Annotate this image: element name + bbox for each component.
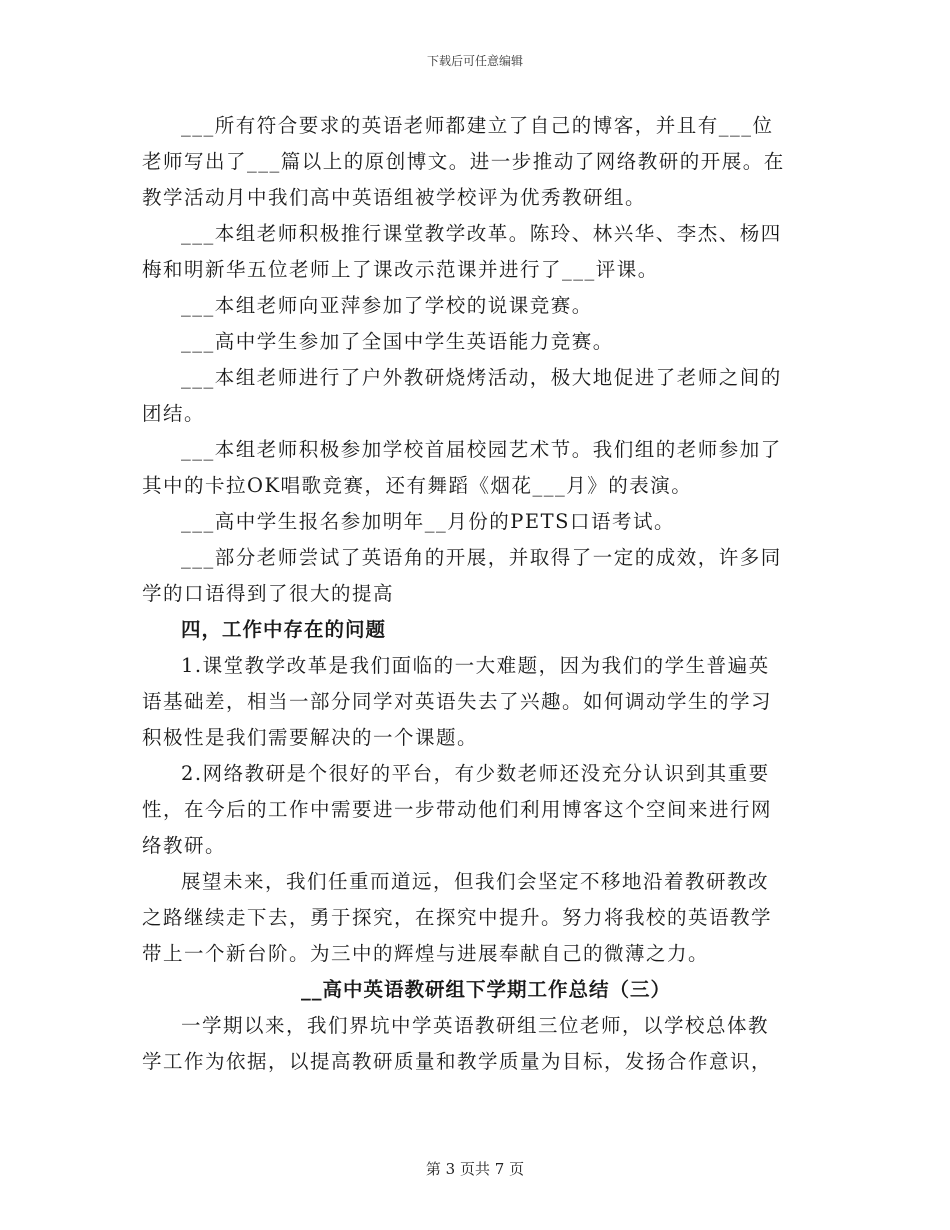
page-header: 下载后可任意编辑	[426, 54, 523, 68]
paragraph-line: 性，在今后的工作中需要进一步带动他们利用博客这个空间来进行网	[142, 798, 773, 821]
paragraph-line: 学工作为依据，以提高教研质量和教学质量为目标，发扬合作意识，	[142, 1050, 773, 1073]
paragraph-line: ___本组老师积极参加学校首届校园艺术节。我们组的老师参加了	[181, 438, 782, 461]
paragraph-line: ___本组老师向亚萍参加了学校的说课竞赛。	[181, 294, 593, 317]
paragraph-line: 一学期以来，我们界坑中学英语教研组三位老师，以学校总体教	[181, 1014, 770, 1037]
paragraph-line: ___部分老师尝试了英语角的开展，并取得了一定的成效，许多同	[181, 546, 782, 569]
paragraph-line: 教学活动月中我们高中英语组被学校评为优秀教研组。	[142, 186, 647, 209]
paragraph-line: 积极性是我们需要解决的一个课题。	[142, 726, 479, 749]
paragraph-line: 之路继续走下去，勇于探究，在探究中提升。努力将我校的英语教学	[142, 906, 773, 929]
paragraph-line: 络教研。	[142, 834, 227, 857]
paragraph-line: 团结。	[142, 402, 206, 425]
paragraph-line: ___所有符合要求的英语老师都建立了自己的博客，并且有___位	[181, 114, 774, 137]
paragraph-line: 展望未来，我们任重而道远，但我们会坚定不移地沿着教研教改	[181, 870, 770, 893]
paragraph-line: 2.网络教研是个很好的平台，有少数老师还没充分认识到其重要	[181, 762, 770, 785]
paragraph-line: 带上一个新台阶。为三中的辉煌与进展奉献自己的微薄之力。	[142, 942, 710, 965]
paragraph-line: ___高中学生报名参加明年__月份的PETS口语考试。	[181, 510, 675, 533]
paragraph-line: ___高中学生参加了全国中学生英语能力竞赛。	[181, 330, 614, 353]
paragraph-line: 1.课堂教学改革是我们面临的一大难题，因为我们的学生普遍英	[181, 654, 770, 677]
document-body	[142, 108, 810, 1080]
paragraph-line: 学的口语得到了很大的提高	[142, 582, 395, 605]
paragraph-line: 老师写出了___篇以上的原创博文。进一步推动了网络教研的开展。在	[142, 150, 785, 173]
document-title: __高中英语教研组下学期工作总结（三）	[300, 978, 671, 1001]
paragraph-line: 其中的卡拉OK唱歌竞赛，还有舞蹈《烟花___月》的表演。	[142, 474, 693, 497]
paragraph-line: 语基础差，相当一部分同学对英语失去了兴趣。如何调动学生的学习	[142, 690, 773, 713]
page-number: 第 3 页共 7 页	[425, 1160, 525, 1178]
section-heading: 四，工作中存在的问题	[181, 618, 387, 641]
paragraph-line: ___本组老师积极推行课堂教学改革。陈玲、林兴华、李杰、杨四	[181, 222, 782, 245]
paragraph-line: ___本组老师进行了户外教研烧烤活动，极大地促进了老师之间的	[181, 366, 782, 389]
paragraph-line: 梅和明新华五位老师上了课改示范课并进行了___评课。	[142, 258, 659, 281]
